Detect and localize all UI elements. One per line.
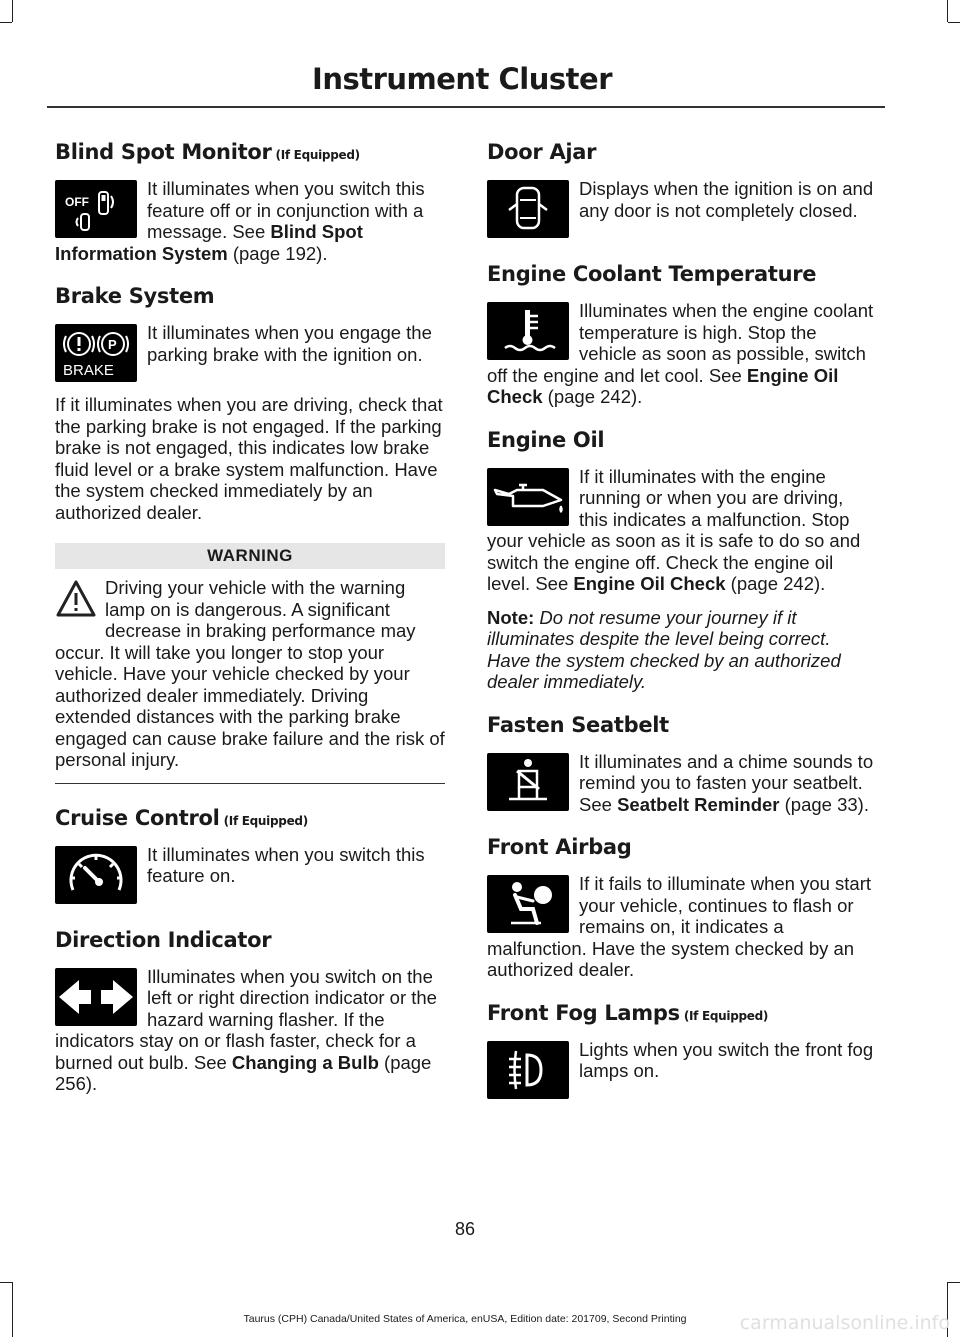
brake-text: It illuminates when you engage the parking brake with the ignition on. [147,322,432,365]
right-column [487,140,877,1123]
if-equipped-label: (If Equipped) [275,148,360,162]
brake-entry [55,322,445,386]
engine-oil-entry [487,466,877,595]
engine-oil-icon [487,468,569,526]
crop-mark [948,1282,960,1283]
engine-oil-ref: Engine Oil Check [573,573,726,594]
coolant-entry [487,300,877,408]
coolant-ref: Engine Oil Check [487,364,839,407]
watermark: carmanualsonline.info [739,1312,950,1334]
blind-spot-entry [55,178,445,264]
section-heading-airbag: Front Airbag [487,835,632,859]
seatbelt-ref: Seatbelt Reminder [617,793,780,815]
crop-mark [12,1282,13,1337]
fog-lamps-text: Lights when you switch the front fog lamps on. [579,1038,874,1081]
blind-spot-text: It illuminates when you switch this feature off or in conjunction with a message. See [147,178,425,242]
section-heading-brake: Brake System [55,284,215,308]
if-equipped-label: (If Equipped) [223,813,308,828]
if-equipped-label: (If Equipped) [683,1008,769,1023]
crop-mark [0,22,12,23]
icon-label: OFF [65,195,89,209]
direction-ref: Changing a Bulb [231,1051,379,1073]
section-heading-coolant: Engine Coolant Temperature [487,262,817,286]
blind-spot-off-icon [55,180,137,238]
fog-lamp-icon [487,1041,569,1099]
crop-mark [948,22,960,23]
icon-label: BRAKE [63,362,114,379]
note-label: Note: [487,606,535,628]
fog-lamps-entry [487,1039,877,1103]
ref-page: (page 242). [542,386,643,407]
ref-page: (page 192). [227,242,328,264]
door-ajar-text: Displays when the ignition is on and any door is not completely closed. [579,178,874,221]
section-heading-seatbelt: Fasten Seatbelt [487,712,669,737]
door-ajar-icon [487,180,569,238]
section-heading-blind-spot [55,140,445,164]
airbag-entry [487,873,877,981]
heading-text: Blind Spot Monitor [55,140,272,164]
section-heading-door-ajar: Door Ajar [487,140,597,164]
header-rule [47,106,885,108]
ref-page: (page 33). [779,793,869,815]
svg-text:P: P [108,337,117,352]
cruise-control-icon [55,846,137,904]
crop-mark [0,1282,12,1283]
note-text: Do not resume your journey if it illuminates despite the level being correct. Have the system checked by an authorized dealer immediately. [487,606,841,692]
seatbelt-icon [487,753,569,811]
warning-title: WARNING [55,543,445,569]
edition-footer: Taurus (CPH) Canada/United States of America, enUSA, Edition date: 201709, Second Printing [243,1313,687,1325]
heading-text: Cruise Control [55,805,220,830]
left-column [55,140,445,1115]
cruise-text: It illuminates when you switch this feature on. [147,843,425,886]
section-heading-fog-lamps [487,1001,877,1025]
warning-triangle-icon [55,579,97,619]
door-ajar-entry [487,178,877,242]
coolant-temperature-icon [487,302,569,360]
page-number: 86 [454,1219,476,1239]
warning-box [55,577,445,784]
coolant-text: Illuminates when the engine coolant temperature is high. Stop the vehicle as soon as possible, switch off the engine and let cool. See [487,300,874,386]
seatbelt-text: It illuminates and a chime sounds to remind you to fasten your seatbelt. See [579,750,874,815]
ref-page: (page 242). [725,573,826,594]
warning-text: Driving your vehicle with the warning lamp on is dangerous. A significant decrease in braking performance may occur. It will take you longer to stop your vehicle. Have your vehicle checked by your authorized dealer immediately. Driving extended distances with the parking brake engaged can cause brake failure and the risk of personal injury. [55,577,445,770]
blind-spot-ref: Blind Spot Information System [55,221,363,264]
page-title: Instrument Cluster [312,62,612,96]
direction-text: Illuminates when you switch on the left or right direction indicator or the hazard warning flasher. If the indicators stay on or flash faster, check for a burned out bulb. See [55,965,437,1073]
engine-oil-text: If it illuminates with the engine running or when you are driving, this indicates a malfunction. Stop your vehicle as soon as it is safe to do so and switch the engine off. Check the engine oil level. See [487,465,861,594]
engine-oil-note [487,607,877,693]
crop-mark [947,0,948,22]
seatbelt-entry [487,751,877,816]
section-heading-direction: Direction Indicator [55,927,272,952]
brake-warning-icon [55,324,137,382]
heading-text: Front Fog Lamps [487,1000,680,1025]
crop-mark [12,0,13,22]
section-heading-cruise [55,806,445,830]
airbag-text: If it fails to illuminate when you start your vehicle, continues to flash or remains on, it indicates a malfunction. Have the system checked by an authorized dealer. [487,873,872,980]
cruise-entry [55,844,445,908]
section-heading-engine-oil: Engine Oil [487,427,605,452]
direction-indicator-icon [55,968,137,1026]
brake-paragraph: If it illuminates when you are driving, check that the parking brake is not engaged. If the parking brake is not engaged, this indicates low brake fluid level or a brake system malfunction. Have the system checked immediately by an authorized dealer. [55,394,443,523]
ref-page: (page 256). [55,1051,432,1094]
direction-entry [55,966,445,1095]
airbag-icon [487,875,569,933]
